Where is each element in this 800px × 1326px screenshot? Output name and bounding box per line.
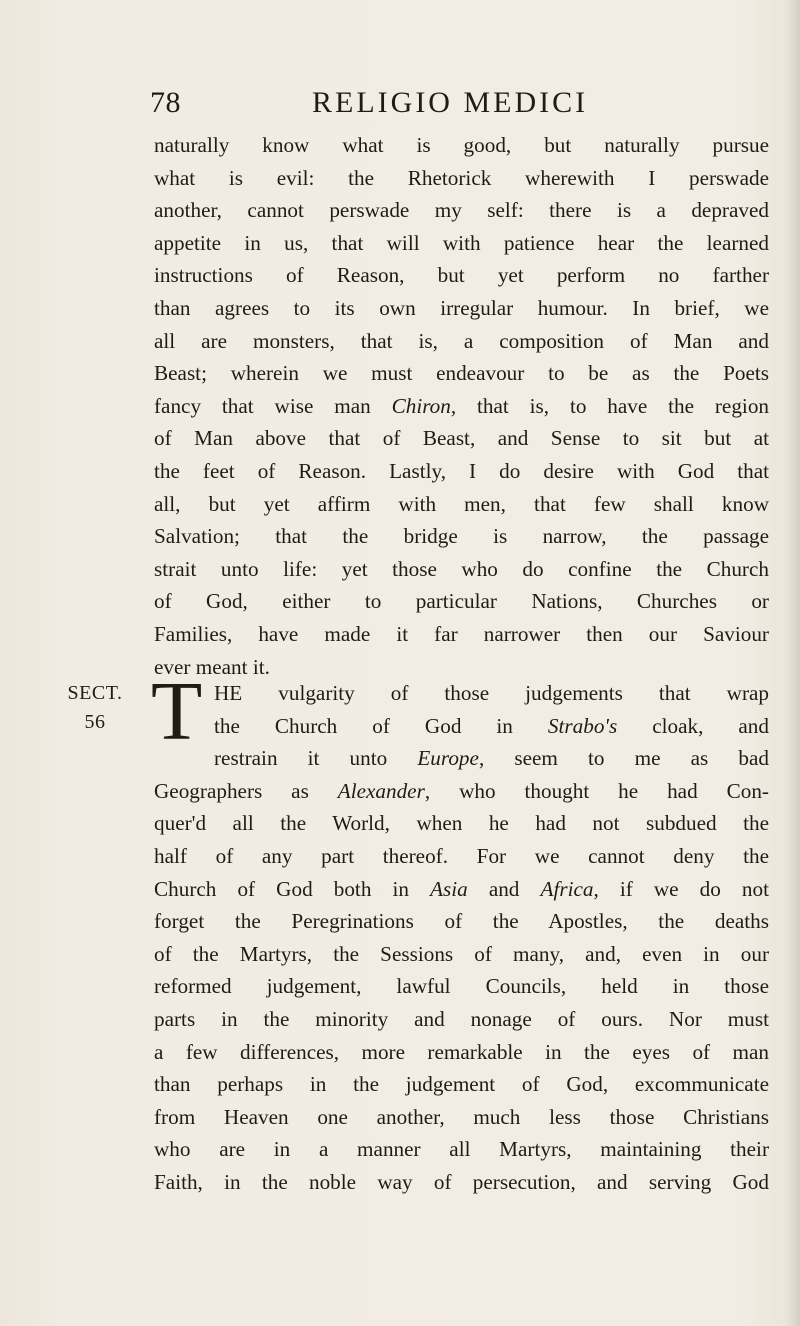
text-line: appetite in us, that will with patience hear the learned [154,230,769,255]
text-line: a few differences, more remarkable in the eyes of man [154,1039,769,1064]
text-line: strait unto life: yet those who do confine the Church [154,556,769,581]
text-line: another, cannot perswade my self: there is a depraved [154,198,769,223]
text-line: than agrees to its own irregular humour. In brief, we [154,295,769,320]
text-line: fancy that wise man Chiron, that is, to have the region [154,393,770,418]
text-line: parts in the minority and nonage of ours. Nor must [154,1006,769,1031]
text-line: quer'd all the World, when he had not subdued the [154,811,769,836]
text-line: ever meant it. [154,654,270,679]
page-edge-shadow [786,0,800,1326]
text-line: forget the Peregrinations of the Apostles, the deaths [154,909,769,934]
text-line: Beast; wherein we must endeavour to be as the Poets [154,361,769,386]
text-line: of the Martyrs, the Sessions of many, and, even in our [154,941,769,966]
text-line: of God, either to particular Nations, Churches or [154,589,769,614]
text-line: HE vulgarity of those judgements that wrap [214,681,769,705]
text-line: all, but yet affirm with men, that few shall know [154,491,769,516]
text-line: half of any part thereof. For we cannot deny the [154,843,769,868]
section-number: 56 [84,711,106,733]
text-line: the feet of Reason. Lastly, I do desire with God that [154,458,769,483]
running-title: RELIGIO MEDICI [312,86,589,119]
text-line: Geographers as Alexander, who thought he had Con- [154,778,769,803]
page-number: 78 [150,86,181,119]
text-line: from Heaven one another, much less those Christians [154,1104,769,1129]
text-line: Salvation; that the bridge is narrow, the passage [154,524,769,549]
section-label: SECT. [67,682,123,704]
text-line: Families, have made it far narrower then our Saviour [154,621,769,646]
text-line: who are in a manner all Martyrs, maintaining their [154,1137,769,1162]
text-line: naturally know what is good, but naturally pursue [154,133,769,157]
text-line: than perhaps in the judgement of God, excommunicate [154,1072,769,1097]
text-line: Faith, in the noble way of persecution, and serving God [154,1169,769,1194]
text-line: of Man above that of Beast, and Sense to sit but at [154,426,769,451]
text-line: the Church of God in Strabo's cloak, and [214,713,769,738]
paragraph-2 [154,677,769,1199]
page-header [150,86,710,126]
paragraph-1 [154,129,769,683]
drop-cap: T [151,665,203,758]
text-line: all are monsters, that is, a composition of Man and [154,328,769,353]
section-marker [64,679,126,737]
text-line: restrain it unto Europe, seem to me as bad [214,746,769,771]
text-line: reformed judgement, lawful Councils, held in those [154,974,769,999]
text-line: instructions of Reason, but yet perform no farther [154,263,769,288]
text-line: Church of God both in Asia and Africa, if we do not [154,876,769,901]
text-line: what is evil: the Rhetorick wherewith I perswade [154,165,769,190]
